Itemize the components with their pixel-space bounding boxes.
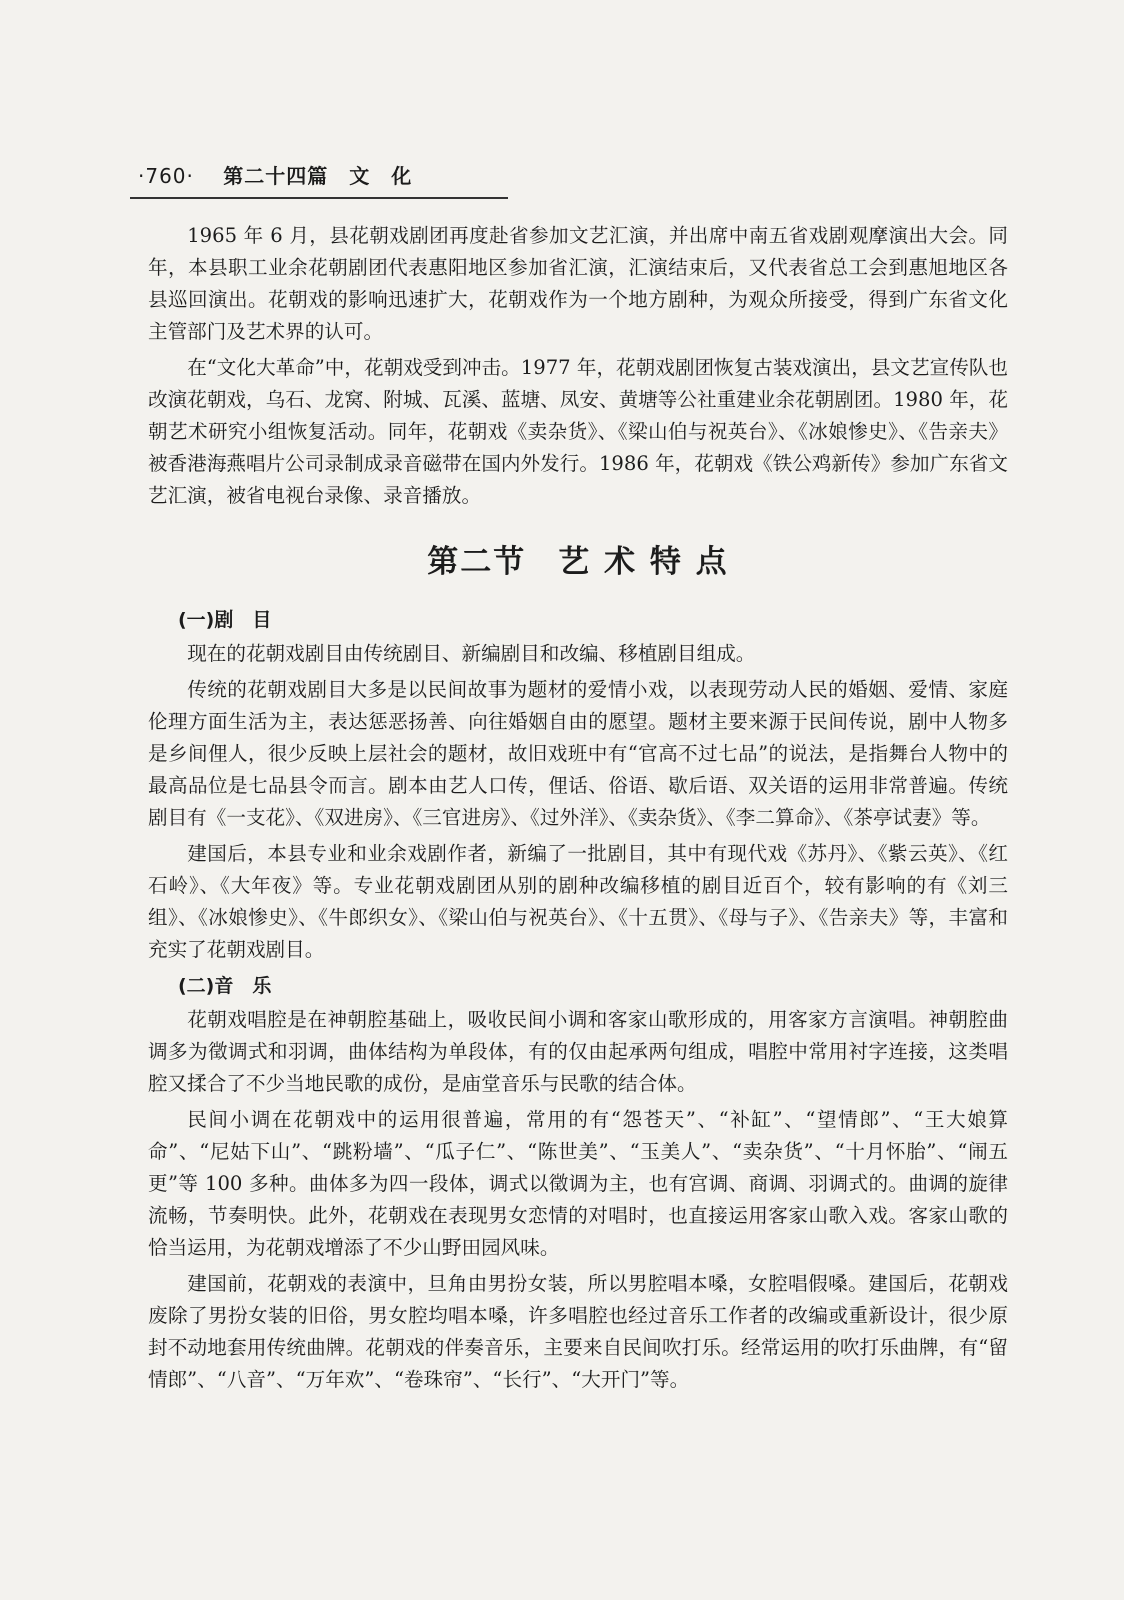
paragraph: 建国前，花朝戏的表演中，旦角由男扮女装，所以男腔唱本嗓，女腔唱假嗓。建国后，花朝戏废除了男扮女装的旧俗，男女腔均唱本嗓，许多唱腔也经过音乐工作者的改编或重新设计，很少原封不动地套用传统曲牌。花朝戏的伴奏音乐，主要来自民间吹打乐。经常运用的吹打乐曲牌，有“留情郎”、“八音”、“万年欢”、“卷珠帘”、“长行”、“大开门”等。 [148, 1272, 1008, 1391]
section-number: 第二节 [427, 544, 527, 580]
page-body [148, 220, 1008, 1400]
paragraph: 花朝戏唱腔是在神朝腔基础上，吸收民间小调和客家山歌形成的，用客家方言演唱。神朝腔曲调多为徵调式和羽调，曲体结构为单段体，有的仅由起承两句组成，唱腔中常用衬字连接，这类唱腔又揉合了不少当地民歌的成份，是庙堂音乐与民歌的结合体。 [148, 1008, 1008, 1095]
part-title: 第二十四篇 文 化 [223, 164, 413, 188]
paragraph: 现在的花朝戏剧目由传统剧目、新编剧目和改编、移植剧目组成。 [187, 642, 756, 665]
paragraph: 建国后，本县专业和业余戏剧作者，新编了一批剧目，其中有现代戏《苏丹》、《紫云英》、《红石岭》、《大年夜》等。专业花朝戏剧团从别的剧种改编移植的剧目近百个，较有影响的有《刘三组》、《冰娘惨史》、《牛郎织女》、《梁山伯与祝英台》、《十五贯》、《母与子》、《告亲夫》等，丰富和充实了花朝戏剧目。 [148, 842, 1008, 961]
page-number: ·760· [138, 164, 194, 188]
running-header [138, 160, 412, 189]
paragraph: 在“文化大革命”中，花朝戏受到冲击。1977 年，花朝戏剧团恢复古装戏演出，县文艺宣传队也改演花朝戏，乌石、龙窝、附城、瓦溪、蓝塘、凤安、黄塘等公社重建业余花朝剧团。1980 年，花朝艺术研究小组恢复活动。同年，花朝戏《卖杂货》、《梁山伯与祝英台》、《冰娘惨史》、《告亲夫》被香港海燕唱片公司录制成录音磁带在国内外发行。1986 年，花朝戏《铁公鸡新传》参加广东省文艺汇演，被省电视台录像、录音播放。 [148, 356, 1008, 507]
paragraph: 传统的花朝戏剧目大多是以民间故事为题材的爱情小戏，以表现劳动人民的婚姻、爱情、家庭伦理方面生活为主，表达惩恶扬善、向往婚姻自由的愿望。题材主要来源于民间传说，剧中人物多是乡间俚人，很少反映上层社会的题材，故旧戏班中有“官高不过七品”的说法，是指舞台人物中的最高品位是七品县令而言。剧本由艺人口传，俚话、俗语、歇后语、双关语的运用非常普遍。传统剧目有《一支花》、《双进房》、《三官进房》、《过外洋》、《卖杂货》、《李二算命》、《茶亭试妻》等。 [148, 678, 1008, 829]
section-heading [148, 546, 1008, 578]
section-title: 艺 术 特 点 [558, 544, 729, 580]
header-rule [130, 197, 508, 199]
subsection-heading: (一)剧 目 [178, 609, 272, 631]
subsection-heading: (二)音 乐 [178, 975, 272, 997]
paragraph: 1965 年 6 月，县花朝戏剧团再度赴省参加文艺汇演，并出席中南五省戏剧观摩演出大会。同年，本县职工业余花朝剧团代表惠阳地区参加省汇演，汇演结束后，又代表省总工会到惠旭地区各县巡回演出。花朝戏的影响迅速扩大，花朝戏作为一个地方剧种，为观众所接受，得到广东省文化主管部门及艺术界的认可。 [148, 224, 1008, 343]
paragraph: 民间小调在花朝戏中的运用很普遍，常用的有“怨苍天”、“补缸”、“望情郎”、“王大娘算命”、“尼姑下山”、“跳粉墙”、“瓜子仁”、“陈世美”、“玉美人”、“卖杂货”、“十月怀胎”、“闹五更”等 100 多种。曲体多为四一段体，调式以徵调为主，也有宫调、商调、羽调式的。曲调的旋律流畅，节奏明快。此外，花朝戏在表现男女恋情的对唱时，也直接运用客家山歌入戏。客家山歌的恰当运用，为花朝戏增添了不少山野田园风味。 [148, 1108, 1008, 1259]
